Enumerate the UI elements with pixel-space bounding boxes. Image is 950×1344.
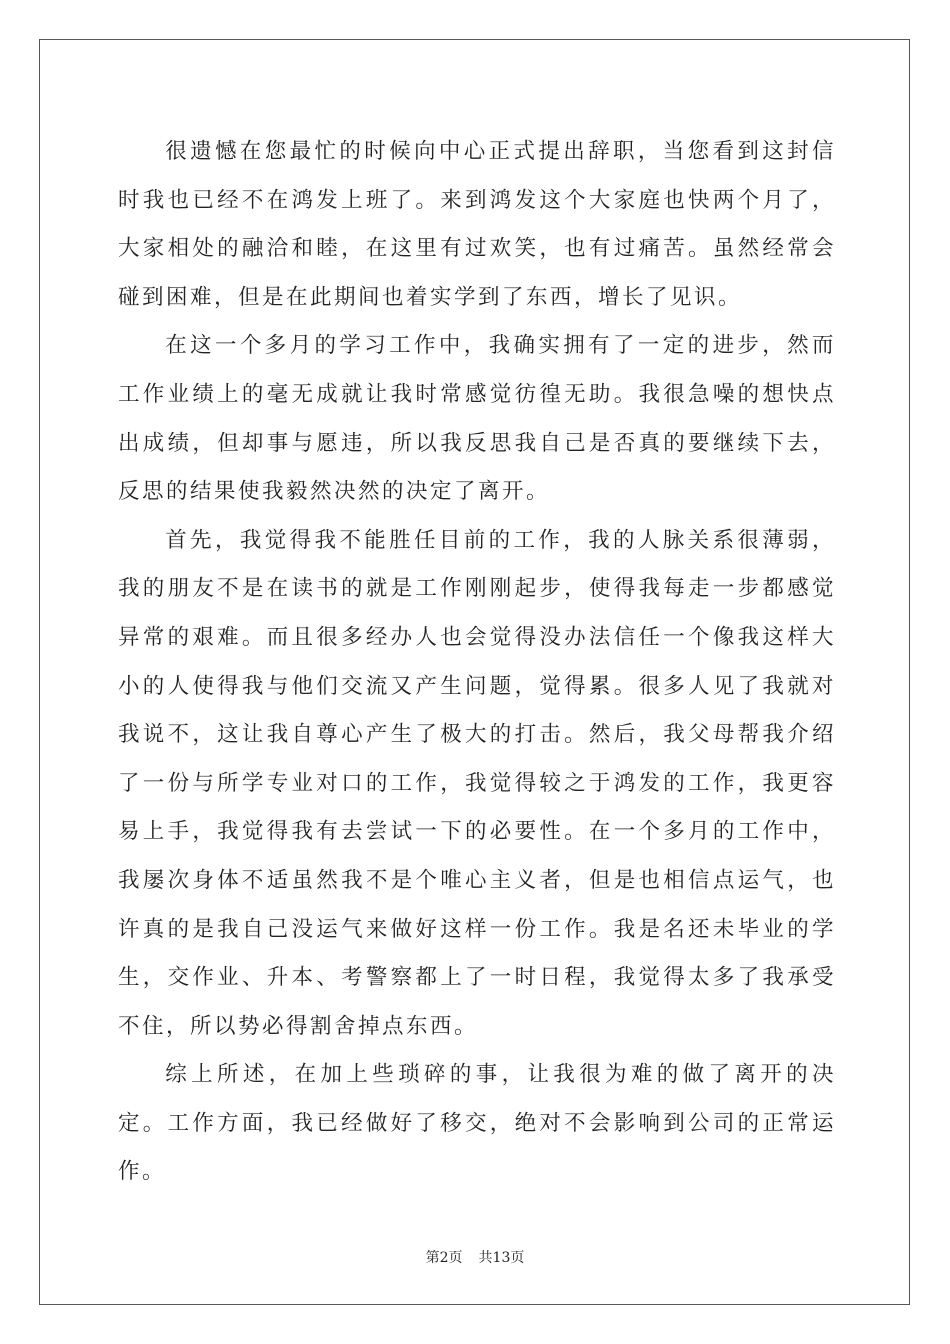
- paragraph-1: 很遗憾在您最忙的时候向中心正式提出辞职，当您看到这封信时我也已经不在鸿发上班了。来到鸿发这个大家庭也快两个月了，大家相处的融洽和睦，在这里有过欢笑，也有过痛苦。虽然经常会碰到困难，但是在此期间也着实学到了东西，增长了见识。: [118, 139, 836, 310]
- paragraph-4: 综上所述，在加上些琐碎的事，让我很为难的做了离开的决定。工作方面，我已经做好了移交，绝对不会影响到公司的正常运作。: [118, 1062, 836, 1185]
- paragraph-2: 在这一个多月的学习工作中，我确实拥有了一定的进步，然而工作业绩上的毫无成就让我时常感觉彷徨无助。我很急噪的想快点出成绩，但却事与愿违，所以我反思我自己是否真的要继续下去，反思的结果使我毅然决然的决定了离开。: [118, 333, 836, 505]
- document-body: [118, 128, 836, 1197]
- page-total: 共13页: [478, 1250, 525, 1266]
- paragraph-3: 首先，我觉得我不能胜任目前的工作，我的人脉关系很薄弱，我的朋友不是在读书的就是工作刚刚起步，使得我每走一步都感觉异常的艰难。而且很多经办人也会觉得没办法信任一个像我这样大小的人使得我与他们交流又产生问题，觉得累。很多人见了我就对我说不，这让我自尊心产生了极大的打击。然后，我父母帮我介绍了一份与所学专业对口的工作，我觉得较之于鸿发的工作，我更容易上手，我觉得我有去尝试一下的必要性。在一个多月的工作中，我屡次身体不适虽然我不是个唯心主义者，但是也相信点运气，也许真的是我自己没运气来做好这样一份工作。我是名还未毕业的学生，交作业、升本、考警察都上了一时日程，我觉得太多了我承受不住，所以势必得割舍掉点东西。: [118, 527, 836, 1039]
- page-footer: [0, 1247, 950, 1267]
- page-number: 第2页: [425, 1250, 463, 1266]
